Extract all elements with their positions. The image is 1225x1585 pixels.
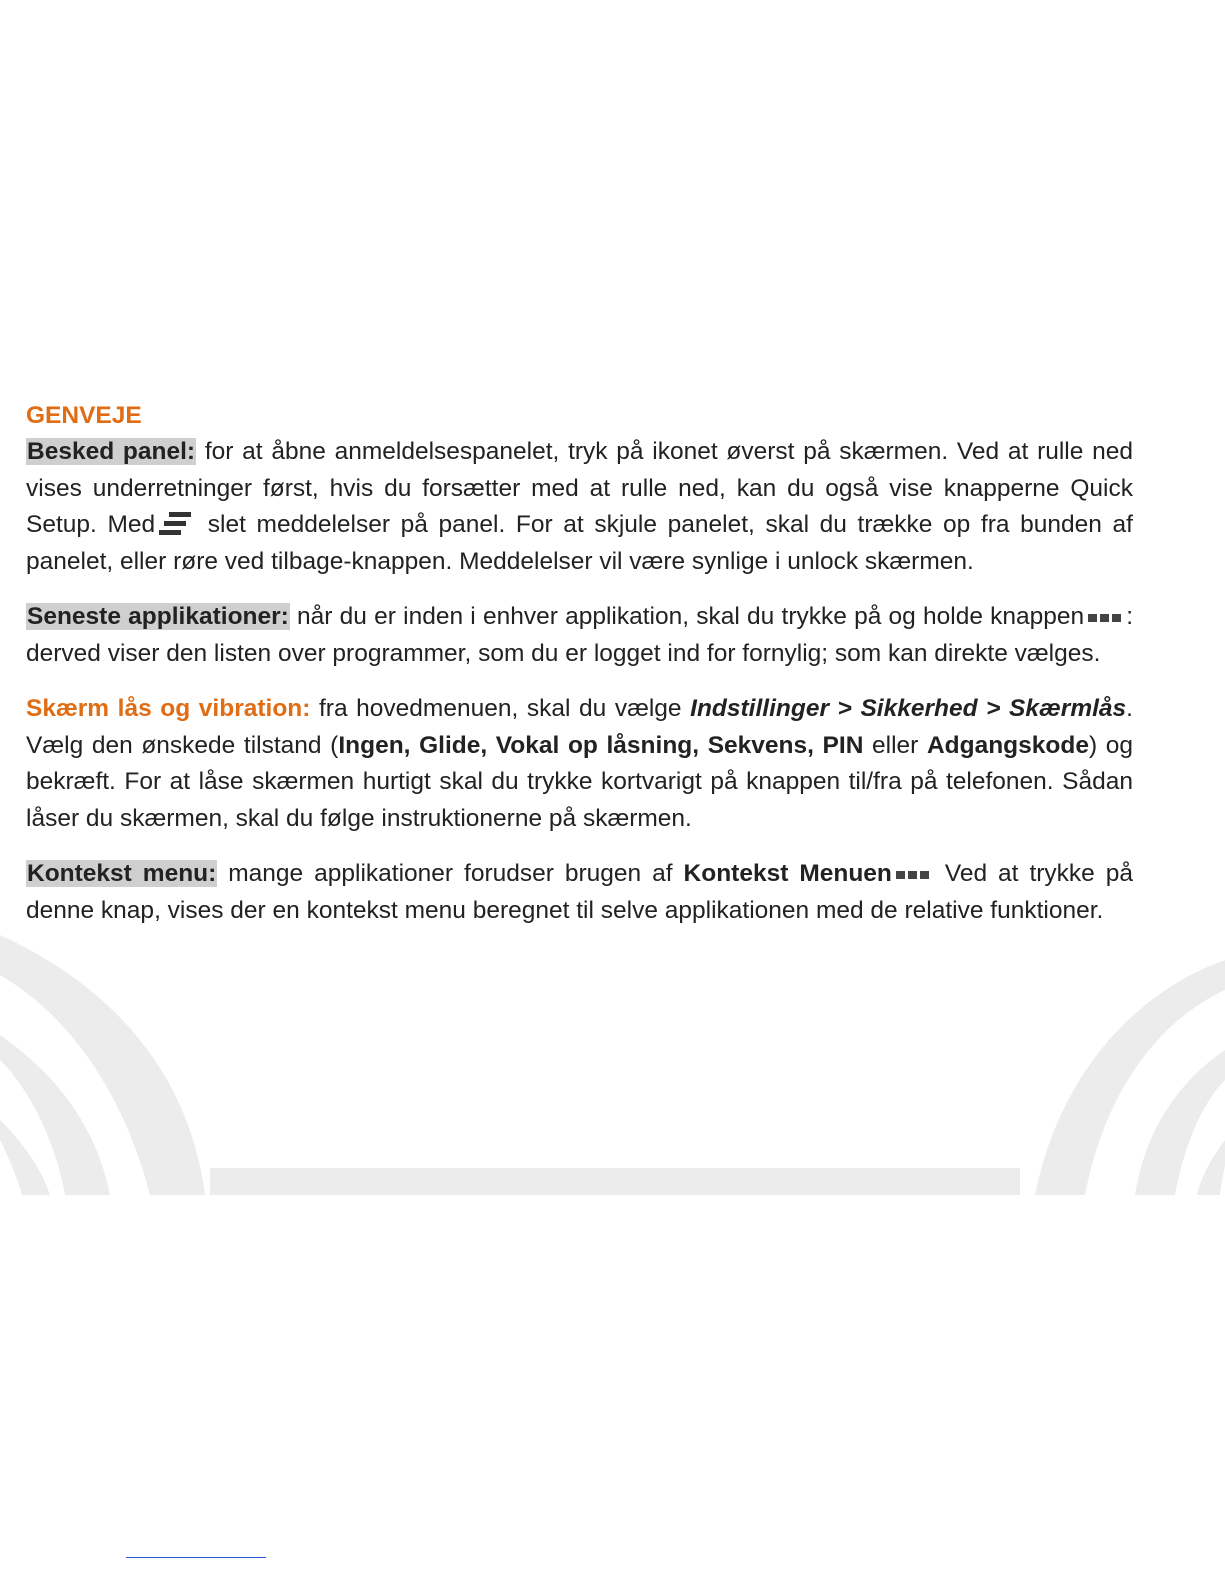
section-heading: GENVEJE [26, 402, 142, 429]
paragraph-kontekst-menu [26, 856, 1133, 929]
paragraph-skaerm-laas [26, 691, 1133, 837]
besked-text-b: slet meddelelser på panel. For at skjule panelet, skal du trække op fra bunden af panelet, eller røre ved tilbage-knappen. Meddelelser vil være synlige i unlock skærmen. [26, 511, 1133, 575]
skaerm-text-c: eller [863, 731, 927, 759]
besked-text-a: for at åbne anmeldelsespanelet, tryk på ikonet øverst på skærmen. Ved at rulle ned vises underretninger først, hvis du forsætter med at rulle ned, kan du også vise knapperne Quick Setup. Med [26, 438, 1133, 538]
paragraph-seneste-applikationer [26, 599, 1133, 672]
manual-page-content [26, 398, 1133, 948]
menu-dots-icon [894, 869, 932, 881]
label-besked-panel: Besked panel: [27, 438, 196, 465]
skaerm-text-b: . Vælg den ønskede tilstand ( [26, 695, 1133, 759]
seneste-text-b: : derved viser den listen over programmer, som du er logget ind for fornylig; som kan direkte vælges. [26, 603, 1133, 667]
lock-modes: Ingen, Glide, Vokal op låsning, Sekvens, PIN [338, 731, 864, 759]
skaerm-text-d: ) og bekræft. For at låse skærmen hurtigt skal du trykke kortvarigt på knappen til/fra på telefonen. Sådan låser du skærmen, skal du følge instruktionerne på skærmen. [26, 731, 1133, 832]
recent-apps-icon [1086, 612, 1124, 624]
kontekst-text-a: mange applikationer forudser brugen af [217, 860, 684, 887]
footer-rule [126, 1557, 266, 1558]
label-skaerm-laas: Skærm lås og vibration: [26, 695, 311, 722]
skaerm-text-a: fra hovedmenuen, skal du vælge [310, 695, 691, 722]
seneste-text-a: når du er inden i enhver applikation, skal du trykke på og holde knappen [289, 603, 1085, 630]
paragraph-besked-panel [26, 434, 1133, 580]
label-kontekst-menu: Kontekst menu: [27, 860, 217, 887]
kontekst-menuen: Kontekst Menuen [683, 860, 892, 887]
settings-path: Indstillinger > Sikkerhed > Skærmlås [690, 695, 1127, 722]
kontekst-text-b: Ved at trykke på denne knap, vises der en kontekst menu beregnet til selve applikationen med de relative funktioner. [26, 860, 1133, 924]
clear-notifications-icon [157, 508, 195, 538]
adgangskode-mode: Adgangskode [926, 731, 1089, 759]
label-seneste-applikationer: Seneste applikationer: [27, 603, 289, 630]
